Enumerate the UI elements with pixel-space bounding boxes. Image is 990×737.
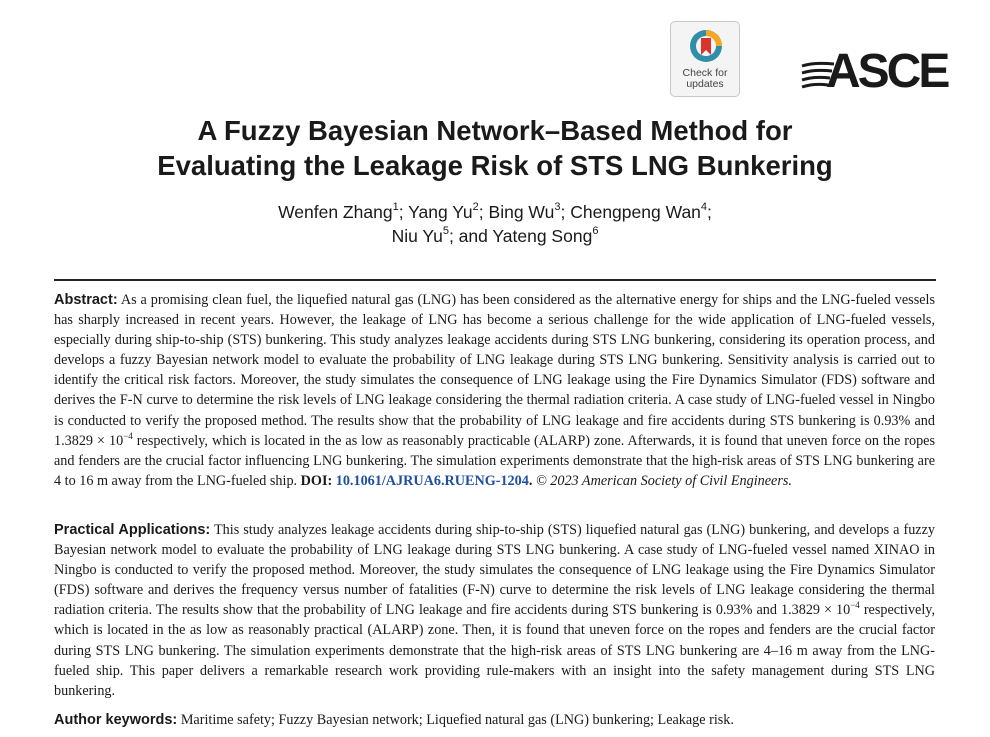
badge-line-1: Check for <box>682 67 728 79</box>
header-divider <box>54 279 936 281</box>
abstract-text: As a promising clean fuel, the liquefied natural gas (LNG) has been considered as the alternative energy for ships and the LNG-fueled vessels has sharply increased in recent years. However, the leakage of LNG has become a serious challenge for the wide application of LNG-fueled vessels, especially during ship-to-ship (STS) bunkering. This study analyzes leakage accidents during STS LNG bunkering, considering its operation process, and develops a fuzzy Bayesian network model to evaluate the probability of LNG leakage during STS LNG bunkering. Sensitivity analysis is carried out to identify the critical risk factors. Moreover, the study simulates the consequence of LNG leakage using the Fire Dynamics Simulator (FDS) software and derives the F-N curve to determine the risk levels of LNG leakage considering the thermal radiation criteria. A case study of LNG-fueled vessel in Ningbo is conducted to verify the proposed method. The results show that the probability of LNG leakage and fire accidents during STS bunkering is 0.93% and 1.3829 × 10 <box>54 292 935 449</box>
badge-text <box>671 68 739 90</box>
author-affiliation: 4 <box>700 201 708 213</box>
practical-exponent: −4 <box>850 600 860 611</box>
author-separator: ; <box>707 202 712 222</box>
abstract-paragraph <box>54 290 935 491</box>
author-affiliation: 1 <box>392 201 399 213</box>
author-keywords-paragraph <box>54 710 935 730</box>
practical-applications-paragraph <box>54 520 935 701</box>
author-affiliation: 6 <box>592 225 599 237</box>
title-line-1: A Fuzzy Bayesian Network–Based Method for <box>197 115 793 146</box>
copyright-notice: © 2023 American Society of Civil Engineers. <box>532 472 792 489</box>
practical-applications-label: Practical Applications: <box>54 522 211 538</box>
author-keywords-text: Maritime safety; Fuzzy Bayesian network; Liquefied natural gas (LNG) bunkering; Leakage risk. <box>177 712 734 728</box>
title-line-2: Evaluating the Leakage Risk of STS LNG Bunkering <box>157 150 833 181</box>
author-name: Yang Yu <box>408 202 473 222</box>
author-keywords-label: Author keywords: <box>54 712 178 728</box>
check-for-updates-badge[interactable] <box>670 21 740 97</box>
author-name: Wenfen Zhang <box>278 202 393 222</box>
author-separator: ; <box>560 202 571 222</box>
paper-title <box>60 113 930 183</box>
logo-wordmark: ASCE <box>826 45 948 98</box>
author-name: Chengpeng Wan <box>570 202 701 222</box>
doi-link[interactable]: 10.1061/AJRUA6.RUENG-1204 <box>335 472 529 489</box>
author-list <box>60 200 930 248</box>
abstract-exponent: −4 <box>123 430 133 441</box>
author-name: Bing Wu <box>488 202 555 222</box>
asce-logo <box>800 45 948 100</box>
practical-text-continued: respectively, which is located in the as low as reasonably practical (ALARP) zone. Then, it is found that uneven force on the ropes and fenders are the crucial factor during STS LNG bunkering. The simulation experiments demonstrate that the high-risk areas of STS LNG bunkering are 4–16 m away from the LNG-fueled ship. This paper delivers a remarkable research work providing rule-makers with an insight into the safety management during STS LNG bunkering. <box>54 602 935 699</box>
doi-period: . <box>528 472 533 489</box>
abstract-label: Abstract: <box>54 292 118 308</box>
author-affiliation: 2 <box>472 201 479 213</box>
author-separator: ; <box>478 202 489 222</box>
author-separator: ; <box>398 202 409 222</box>
bookmark-icon <box>688 28 724 64</box>
author-name: Niu Yu <box>391 226 443 246</box>
badge-line-2: updates <box>686 78 724 90</box>
author-affiliation: 3 <box>554 201 561 213</box>
author-name: Yateng Song <box>492 226 593 246</box>
abstract-text-continued: respectively, which is located in the as low as reasonably practicable (ALARP) zone. Afterwards, it is found that uneven force on the ropes and fenders are the crucial factor influencing LNG bunkering. The simulation experiments demonstrate that the high-risk areas of STS LNG bunkering are 4 to 16 m away from the LNG-fueled ship. <box>54 432 935 489</box>
doi-label: DOI: <box>300 472 333 489</box>
author-affiliation: 5 <box>442 225 449 237</box>
author-separator: ; and <box>448 226 493 246</box>
practical-text: This study analyzes leakage accidents during ship-to-ship (STS) liquefied natural gas (LNG) bunkering, and develops a fuzzy Bayesian network model to evaluate the probability of LNG leakage during STS LNG bunkering. A case study of LNG-fueled vessel named XINAO in Ningbo is conducted to verify the proposed method. Moreover, the study simulates the consequence of LNG leakage using the Fire Dynamics Simulator (FDS) software and derives the frequency versus number of fatalities (F-N) curve to determine the risk levels of LNG leakage considering the thermal radiation criteria. The results show that the probability of LNG leakage and fire accidents during STS bunkering is 0.93% and 1.3829 × 10 <box>54 522 935 619</box>
